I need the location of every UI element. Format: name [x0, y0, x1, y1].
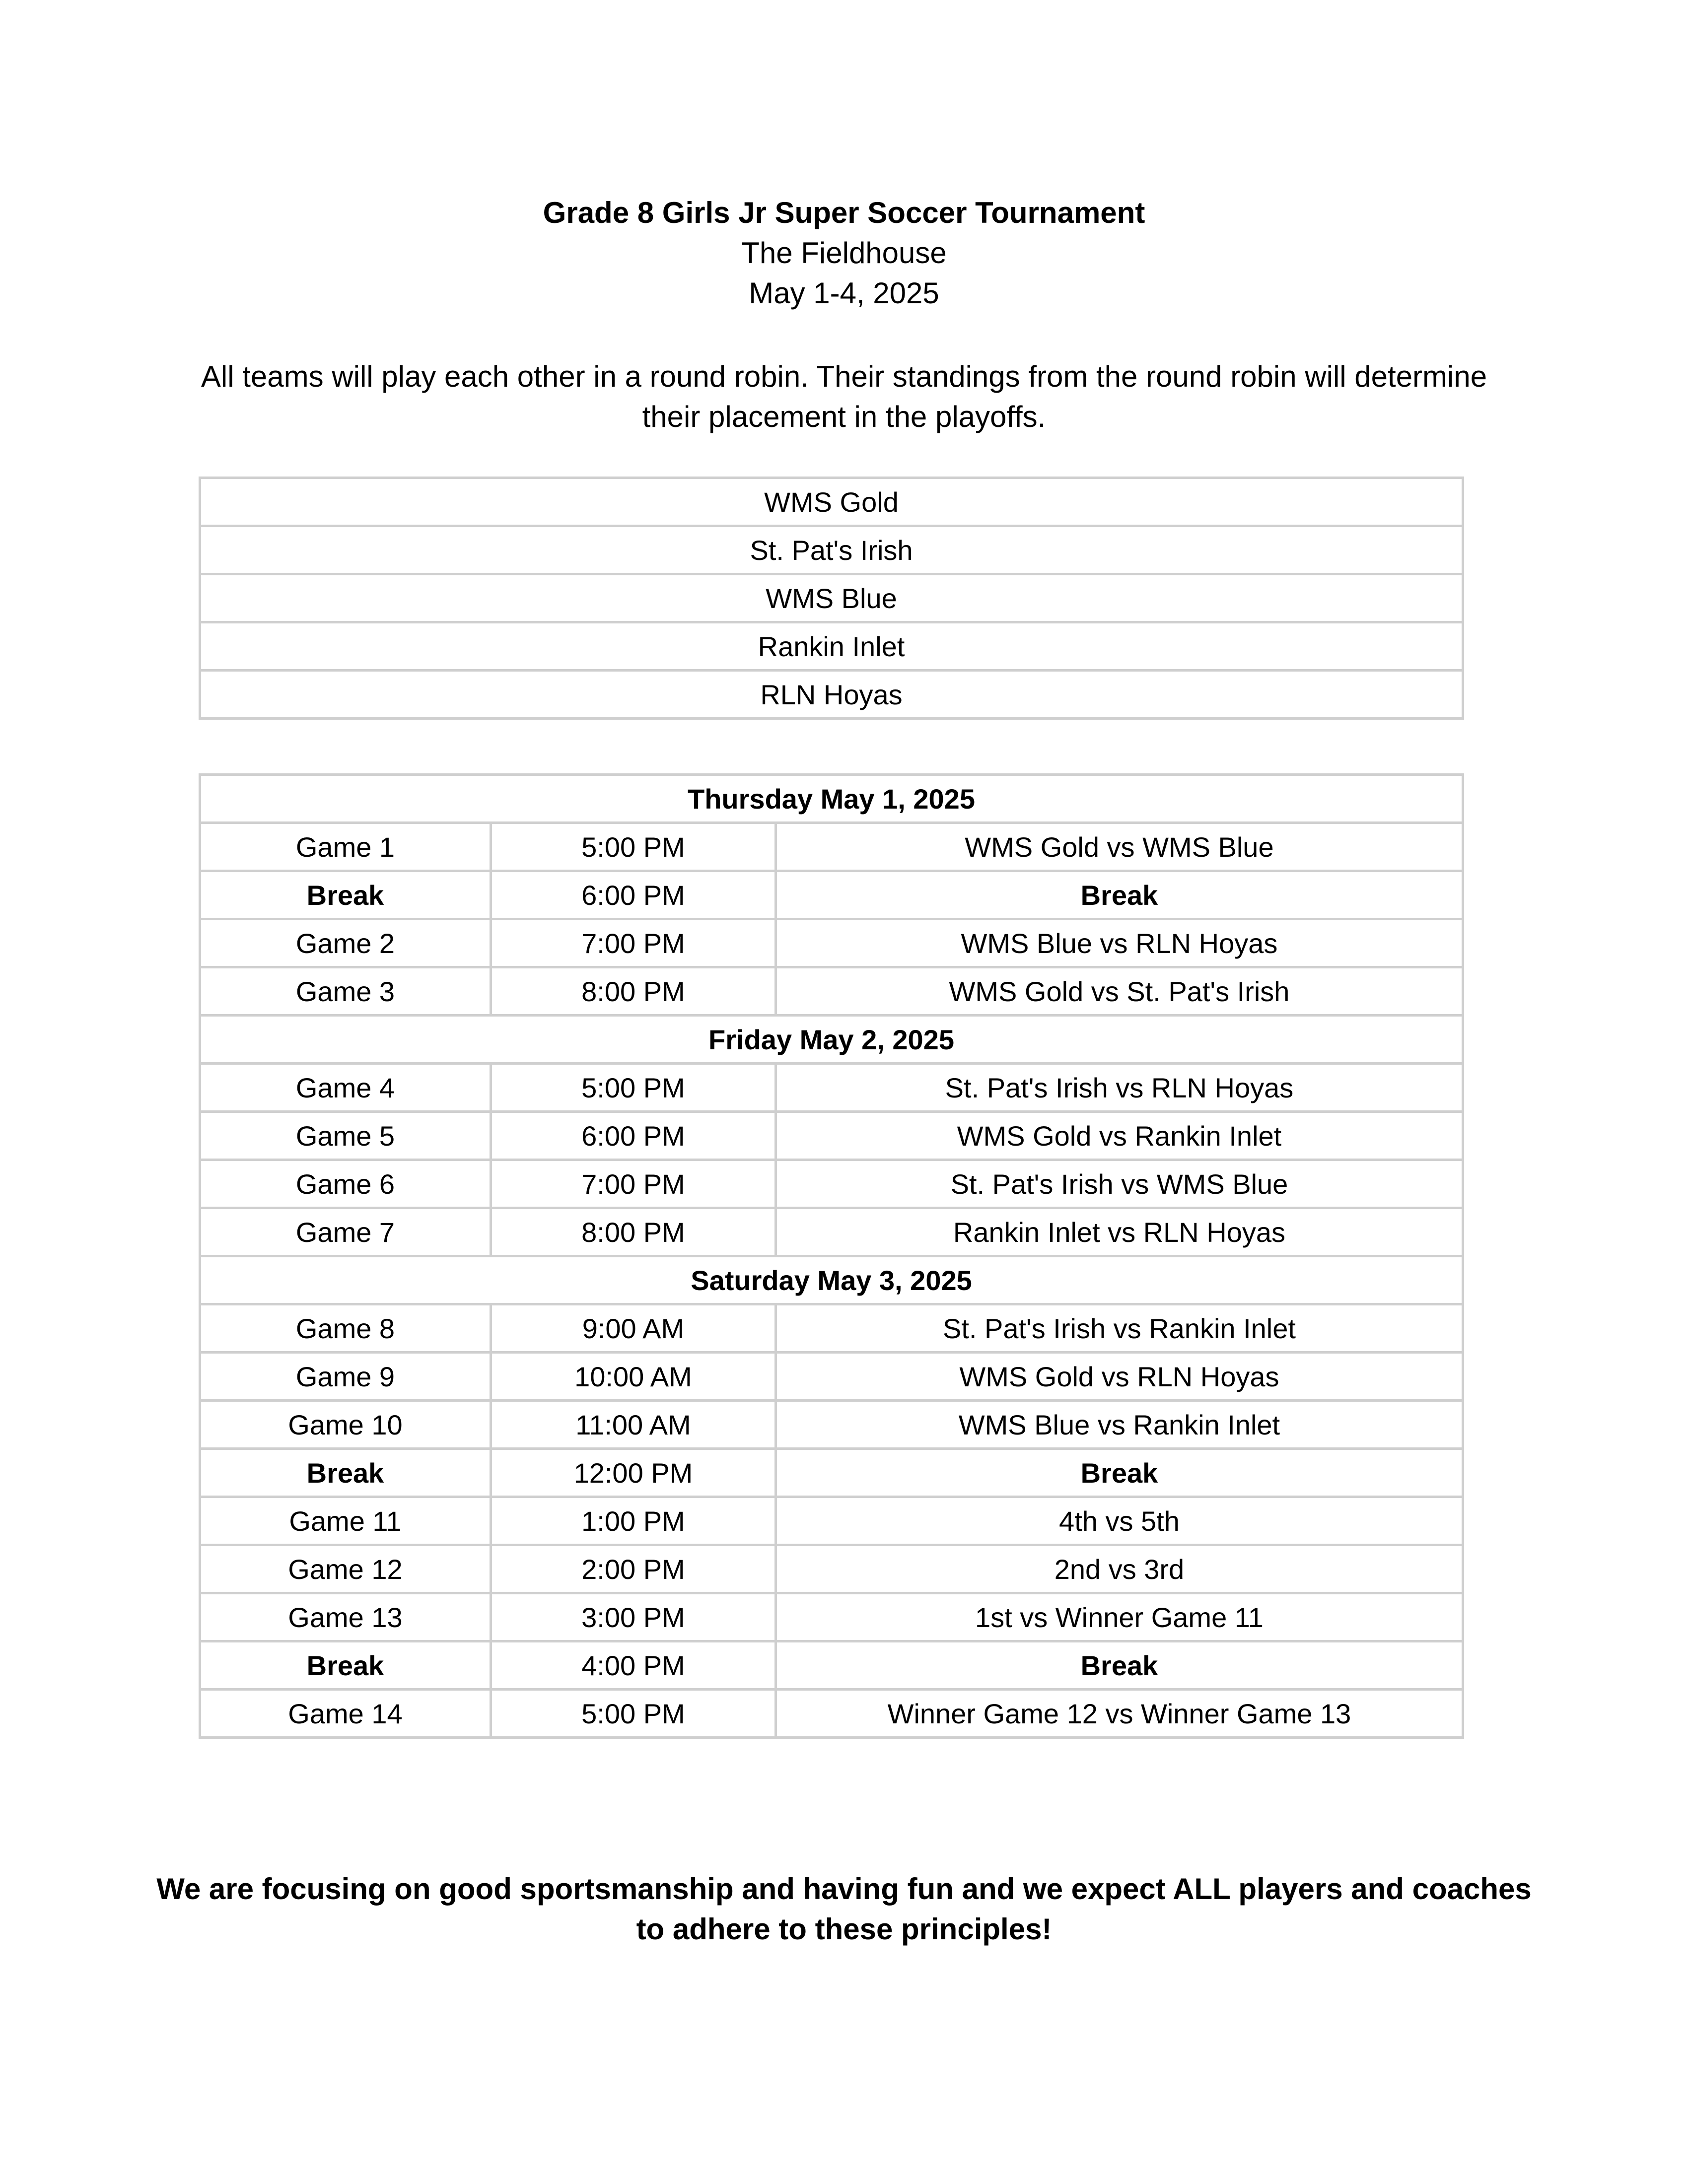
game-label: Game 11 — [200, 1497, 491, 1545]
team-name: RLN Hoyas — [200, 671, 1463, 719]
game-matchup: WMS Gold vs Rankin Inlet — [775, 1112, 1463, 1160]
game-time: 8:00 PM — [491, 967, 775, 1016]
game-row — [200, 1497, 1463, 1545]
game-label: Game 2 — [200, 919, 491, 967]
team-name: WMS Gold — [200, 478, 1463, 526]
game-time: 1:00 PM — [491, 1497, 775, 1545]
team-row — [200, 574, 1463, 622]
game-matchup: Rankin Inlet vs RLN Hoyas — [775, 1208, 1463, 1256]
game-row — [200, 1593, 1463, 1641]
game-time: 8:00 PM — [491, 1208, 775, 1256]
game-time: 5:00 PM — [491, 1690, 775, 1738]
document-header — [0, 193, 1688, 313]
team-row — [200, 478, 1463, 526]
break-row — [200, 1449, 1463, 1497]
game-row — [200, 823, 1463, 871]
game-time: 2:00 PM — [491, 1545, 775, 1593]
game-label: Game 13 — [200, 1593, 491, 1641]
game-row — [200, 1160, 1463, 1208]
game-time: 10:00 AM — [491, 1353, 775, 1401]
game-matchup: WMS Gold vs WMS Blue — [775, 823, 1463, 871]
game-label: Break — [200, 871, 491, 919]
game-row — [200, 1064, 1463, 1112]
game-matchup: WMS Gold vs St. Pat's Irish — [775, 967, 1463, 1016]
game-row — [200, 1401, 1463, 1449]
game-matchup: Break — [775, 1641, 1463, 1690]
game-time: 7:00 PM — [491, 1160, 775, 1208]
game-time: 5:00 PM — [491, 1064, 775, 1112]
game-time: 7:00 PM — [491, 919, 775, 967]
break-row — [200, 871, 1463, 919]
team-row — [200, 622, 1463, 671]
game-time: 11:00 AM — [491, 1401, 775, 1449]
team-row — [200, 671, 1463, 719]
game-matchup: WMS Gold vs RLN Hoyas — [775, 1353, 1463, 1401]
game-label: Game 3 — [200, 967, 491, 1016]
team-name: St. Pat's Irish — [200, 526, 1463, 574]
game-time: 9:00 AM — [491, 1304, 775, 1353]
tournament-title: Grade 8 Girls Jr Super Soccer Tournament — [543, 196, 1145, 229]
game-label: Game 9 — [200, 1353, 491, 1401]
game-time: 3:00 PM — [491, 1593, 775, 1641]
game-label: Game 4 — [200, 1064, 491, 1112]
game-label: Game 5 — [200, 1112, 491, 1160]
game-row — [200, 919, 1463, 967]
break-row — [200, 1641, 1463, 1690]
game-row — [200, 1545, 1463, 1593]
day-header-row — [200, 1256, 1463, 1304]
team-name: WMS Blue — [200, 574, 1463, 622]
venue: The Fieldhouse — [741, 236, 947, 270]
game-time: 4:00 PM — [491, 1641, 775, 1690]
game-matchup: 2nd vs 3rd — [775, 1545, 1463, 1593]
day-heading: Friday May 2, 2025 — [200, 1016, 1463, 1064]
game-label: Break — [200, 1449, 491, 1497]
game-row — [200, 1304, 1463, 1353]
game-label: Game 8 — [200, 1304, 491, 1353]
game-time: 6:00 PM — [491, 871, 775, 919]
game-label: Game 7 — [200, 1208, 491, 1256]
game-time: 5:00 PM — [491, 823, 775, 871]
game-label: Game 1 — [200, 823, 491, 871]
game-matchup: St. Pat's Irish vs Rankin Inlet — [775, 1304, 1463, 1353]
team-name: Rankin Inlet — [200, 622, 1463, 671]
game-row — [200, 967, 1463, 1016]
game-label: Game 6 — [200, 1160, 491, 1208]
day-header-row — [200, 1016, 1463, 1064]
day-heading: Thursday May 1, 2025 — [200, 775, 1463, 823]
game-label: Break — [200, 1641, 491, 1690]
sportsmanship-note: We are focusing on good sportsmanship and having fun and we expect ALL players and coaches to adhere to these principles! — [156, 1872, 1532, 1946]
game-matchup: WMS Blue vs RLN Hoyas — [775, 919, 1463, 967]
game-matchup: Break — [775, 1449, 1463, 1497]
game-matchup: 1st vs Winner Game 11 — [775, 1593, 1463, 1641]
game-time: 6:00 PM — [491, 1112, 775, 1160]
game-matchup: 4th vs 5th — [775, 1497, 1463, 1545]
teams-table — [199, 477, 1464, 720]
game-label: Game 12 — [200, 1545, 491, 1593]
game-matchup: St. Pat's Irish vs RLN Hoyas — [775, 1064, 1463, 1112]
game-matchup: WMS Blue vs Rankin Inlet — [775, 1401, 1463, 1449]
game-row — [200, 1208, 1463, 1256]
intro-paragraph: All teams will play each other in a round robin. Their standings from the round robin will determine their placement in the playoffs. — [201, 360, 1487, 433]
game-row — [200, 1690, 1463, 1738]
day-heading: Saturday May 3, 2025 — [200, 1256, 1463, 1304]
game-matchup: St. Pat's Irish vs WMS Blue — [775, 1160, 1463, 1208]
day-header-row — [200, 775, 1463, 823]
game-matchup: Winner Game 12 vs Winner Game 13 — [775, 1690, 1463, 1738]
game-row — [200, 1112, 1463, 1160]
team-row — [200, 526, 1463, 574]
game-row — [200, 1353, 1463, 1401]
schedule-table — [199, 773, 1464, 1739]
game-matchup: Break — [775, 871, 1463, 919]
game-time: 12:00 PM — [491, 1449, 775, 1497]
game-label: Game 14 — [200, 1690, 491, 1738]
game-label: Game 10 — [200, 1401, 491, 1449]
tournament-dates: May 1-4, 2025 — [749, 276, 939, 310]
